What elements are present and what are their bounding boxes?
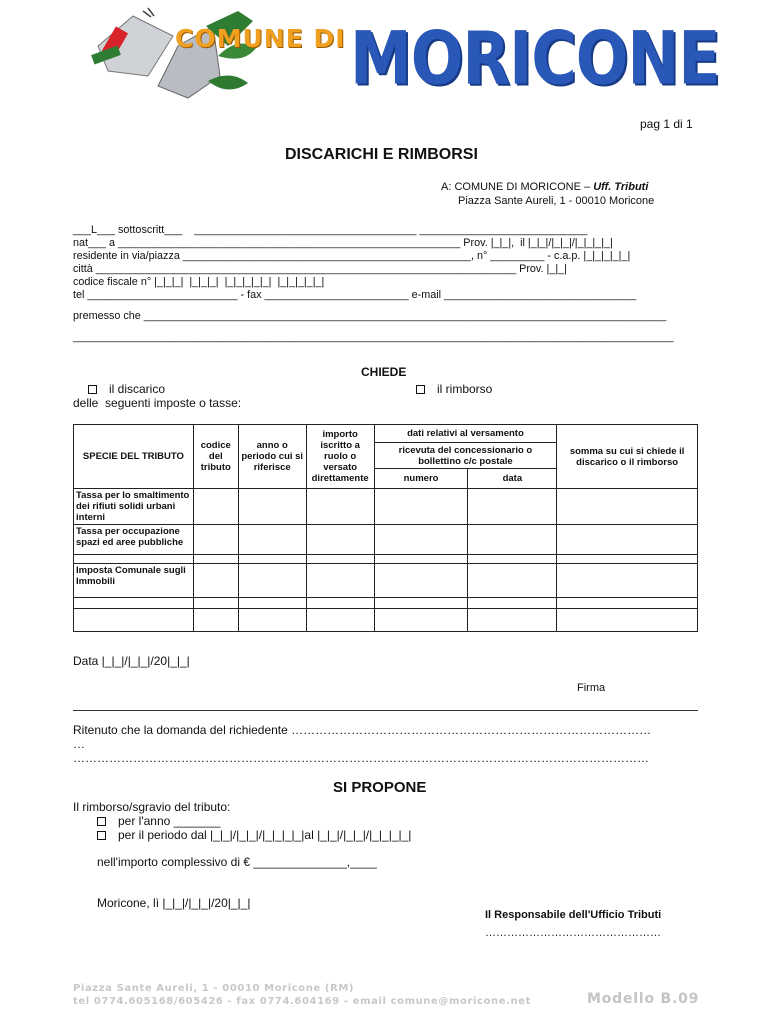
cell[interactable] — [238, 598, 306, 609]
header-numero: numero — [374, 469, 468, 489]
header-somma: somma su cui si chiede il discarico o il rimborso — [557, 425, 698, 489]
table-row[interactable] — [74, 525, 698, 555]
recipient-office: Uff. Tributi — [593, 181, 649, 193]
responsabile-signature-line[interactable]: ………………………………………… — [485, 927, 661, 939]
cell[interactable] — [306, 564, 374, 598]
cell[interactable] — [557, 598, 698, 609]
propone-heading: SI PROPONE — [333, 779, 427, 796]
header-anno: anno o periodo cui si riferisce — [238, 425, 306, 489]
ritenuto-line-3[interactable]: ……………………………………………………………………………………………………………………………… — [73, 751, 649, 765]
cell[interactable] — [468, 555, 557, 564]
cell[interactable] — [238, 609, 306, 632]
cell[interactable] — [468, 598, 557, 609]
cell[interactable] — [557, 564, 698, 598]
logo-moricone: MORICONE — [350, 14, 720, 102]
row-tributo-label: Tassa per lo smaltimento dei rifiuti solidi urbani interni — [74, 489, 194, 525]
form-line-contacts[interactable]: tel _________________________ - fax ________________________ e-mail ________________________________ — [73, 289, 637, 301]
recipient-line-2: Piazza Sante Aureli, 1 - 00010 Moricone — [458, 195, 655, 207]
table-row[interactable] — [74, 555, 698, 564]
propone-option-anno[interactable] — [97, 814, 220, 828]
anno-checkbox[interactable] — [97, 817, 106, 826]
cell[interactable] — [557, 555, 698, 564]
row-tributo-label: Tassa per occupazione spazi ed aree pubbliche — [74, 525, 194, 555]
table-row[interactable] — [74, 609, 698, 632]
form-line-codice-fiscale[interactable]: codice fiscale n° |_|_|_| |_|_|_| |_|_|_|_|_| |_|_|_|_|_| — [73, 276, 325, 288]
signature-label: Firma — [577, 682, 606, 694]
cell[interactable] — [557, 489, 698, 525]
footer-address: Piazza Sante Aureli, 1 - 00010 Moricone (RM) — [73, 983, 355, 994]
ritenuto-line-2[interactable]: … — [73, 737, 85, 751]
option-rimborso-label: il rimborso — [437, 382, 493, 396]
cell[interactable] — [468, 525, 557, 555]
responsabile-title: Il Responsabile dell'Ufficio Tributi — [485, 909, 662, 921]
cell[interactable] — [306, 598, 374, 609]
recipient-line-1 — [441, 181, 648, 193]
row-tributo-label — [74, 598, 194, 609]
chiede-heading: CHIEDE — [361, 365, 407, 379]
cell[interactable] — [193, 489, 238, 525]
cell[interactable] — [193, 598, 238, 609]
cell[interactable] — [557, 525, 698, 555]
model-code: Modello B.09 — [587, 991, 700, 1007]
cell[interactable] — [193, 564, 238, 598]
form-line-citta[interactable]: città ______________________________________________________________________ Prov. |_|_| — [73, 263, 567, 275]
cell[interactable] — [193, 609, 238, 632]
table-header-row-1 — [74, 425, 698, 443]
form-line-sottoscritto[interactable]: ___L___ sottoscritt___ _____________________________________ ____________________________ — [73, 224, 588, 236]
cell[interactable] — [306, 609, 374, 632]
cell[interactable] — [374, 564, 468, 598]
row-tributo-label — [74, 555, 194, 564]
footer-contacts: tel 0774.605168/605426 - fax 0774.604169 - email comune@moricone.net — [73, 996, 532, 1007]
comune-logo-emblem — [88, 6, 258, 102]
table-row[interactable] — [74, 564, 698, 598]
propone-intro: Il rimborso/sgravio del tributo: — [73, 800, 231, 814]
section-divider — [73, 710, 698, 711]
cell[interactable] — [374, 489, 468, 525]
form-line-premesso[interactable]: premesso che _______________________________________________________________________________________ — [73, 310, 667, 322]
propone-option-anno-label: per l'anno _______ — [118, 814, 221, 828]
page-number: pag 1 di 1 — [640, 117, 693, 131]
table-row[interactable] — [74, 598, 698, 609]
cell[interactable] — [374, 598, 468, 609]
option-discarico[interactable] — [88, 382, 165, 396]
header-codice: codice del tributo — [193, 425, 238, 489]
header-dati-versamento: dati relativi al versamento — [374, 425, 557, 443]
form-line-premesso-continuation[interactable]: ____________________________________________________________________________________________________ — [73, 331, 674, 343]
cell[interactable] — [306, 555, 374, 564]
cell[interactable] — [374, 525, 468, 555]
logo-comune-di: COMUNE DI — [175, 24, 346, 53]
place-date-field[interactable]: Moricone, lì |_|_|/|_|_|/20|_|_| — [97, 896, 251, 910]
chiede-subtitle: delle seguenti imposte o tasse: — [73, 396, 242, 410]
tributi-table — [73, 424, 698, 632]
cell[interactable] — [306, 489, 374, 525]
row-tributo-label: Imposta Comunale sugli Immobili — [74, 564, 194, 598]
cell[interactable] — [238, 564, 306, 598]
form-line-residente[interactable]: residente in via/piazza ________________________________________________, n° _________ - c.a.p. |_|_|_|_|_| — [73, 250, 631, 262]
cell[interactable] — [468, 609, 557, 632]
ritenuto-line-1[interactable]: Ritenuto che la domanda del richiedente ……………………………………………………………………………… — [73, 723, 652, 737]
cell[interactable] — [306, 525, 374, 555]
header-data: data — [468, 469, 557, 489]
cell[interactable] — [193, 525, 238, 555]
form-line-nato[interactable]: nat___ a _________________________________________________________ Prov. |_|_|, il |_|_|/|_|_|/|_|_|_|_| — [73, 237, 613, 249]
document-title: DISCARICHI E RIMBORSI — [285, 146, 478, 163]
propone-option-periodo[interactable] — [97, 828, 411, 842]
periodo-checkbox[interactable] — [97, 831, 106, 840]
cell[interactable] — [468, 564, 557, 598]
cell[interactable] — [374, 609, 468, 632]
discarico-checkbox[interactable] — [88, 385, 97, 394]
header-importo: importo iscritto a ruolo o versato direttamente — [306, 425, 374, 489]
table-row[interactable] — [74, 489, 698, 525]
header-ricevuta: ricevuta del concessionario o bollettino c/c postale — [374, 443, 557, 469]
header-specie: SPECIE DEL TRIBUTO — [74, 425, 194, 489]
option-rimborso[interactable] — [416, 382, 492, 396]
cell[interactable] — [238, 525, 306, 555]
importo-field[interactable]: nell'importo complessivo di € ______________,____ — [97, 855, 377, 869]
row-tributo-label — [74, 609, 194, 632]
cell[interactable] — [238, 555, 306, 564]
cell[interactable] — [557, 609, 698, 632]
option-discarico-label: il discarico — [109, 382, 166, 396]
recipient-prefix: A: COMUNE DI MORICONE – — [441, 181, 594, 193]
cell[interactable] — [238, 489, 306, 525]
date-field[interactable]: Data |_|_|/|_|_|/20|_|_| — [73, 654, 190, 668]
cell[interactable] — [193, 555, 238, 564]
propone-option-periodo-label: per il periodo dal |_|_|/|_|_|/|_|_|_|_|al |_|_|/|_|_|/|_|_|_|_| — [118, 828, 412, 842]
cell[interactable] — [468, 489, 557, 525]
cell[interactable] — [374, 555, 468, 564]
rimborso-checkbox[interactable] — [416, 385, 425, 394]
